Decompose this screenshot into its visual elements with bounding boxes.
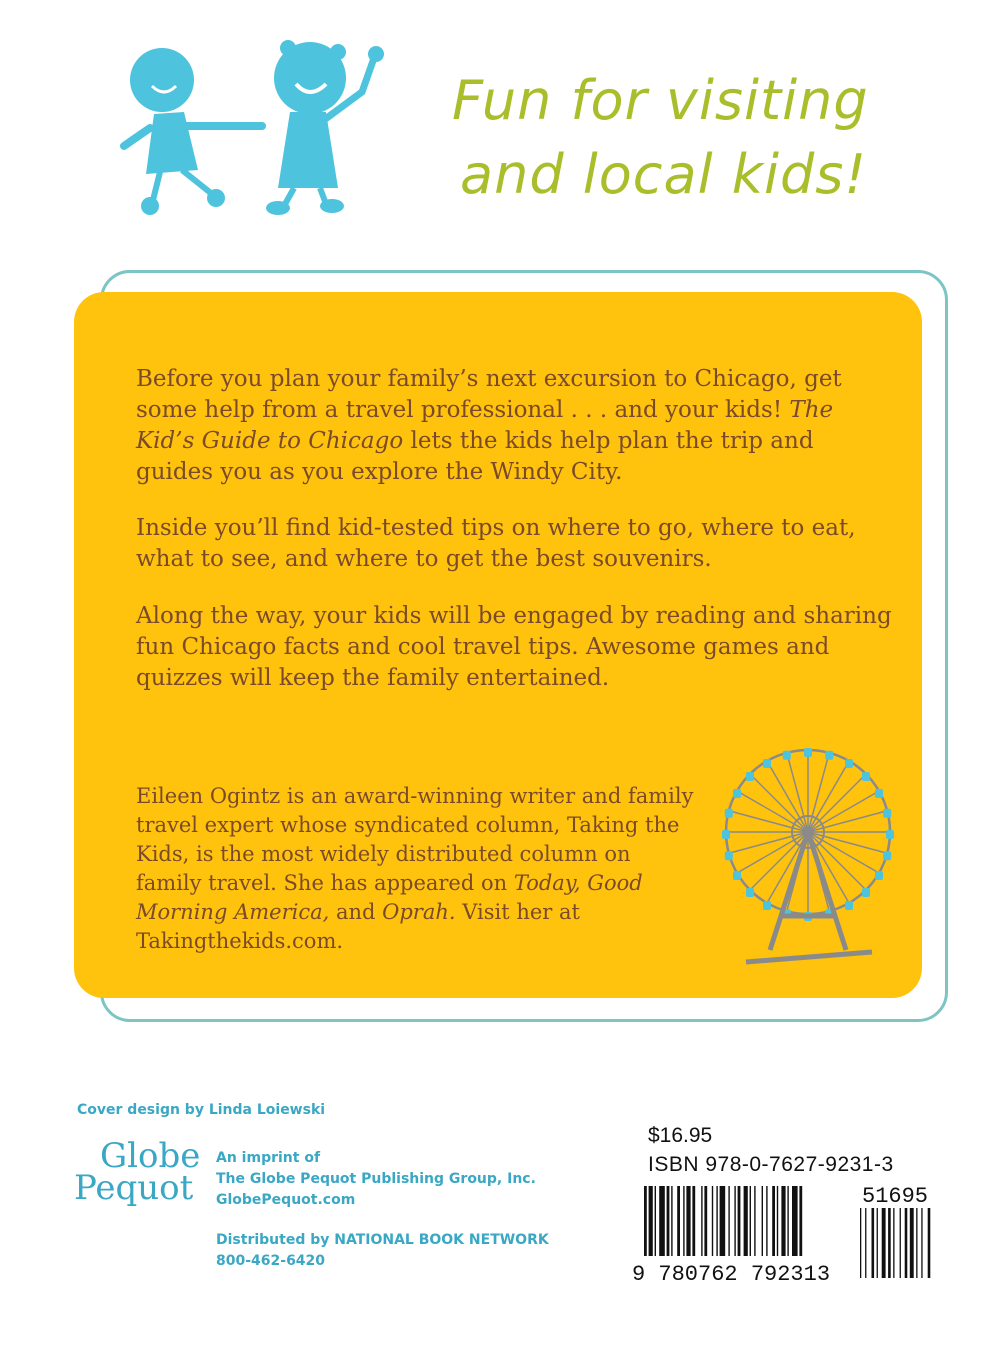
barcode-bar	[649, 1186, 653, 1256]
ferris-car	[825, 751, 833, 760]
barcode-bar	[667, 1186, 670, 1256]
tagline	[452, 64, 972, 212]
barcode-bar	[644, 1186, 647, 1256]
bio-text-3: Visit her at Takingthekids.com.	[136, 900, 580, 953]
ferris-car	[845, 901, 853, 910]
barcode-bar	[744, 1186, 748, 1256]
barcode-bar	[701, 1186, 702, 1256]
imprint-line-2: The Globe Pequot Publishing Group, Inc.	[216, 1171, 536, 1187]
ferris-car	[763, 901, 771, 910]
ferris-car	[725, 809, 733, 818]
p1-text-start: Before you plan your family’s next excursion to Chicago, get some help from a travel professional . . . and your kids!	[136, 366, 842, 423]
barcode-addon-bar	[877, 1208, 878, 1278]
barcode	[628, 1182, 958, 1284]
barcode-addon-bar	[905, 1208, 908, 1278]
bio-show-1: Today, Good Morning America,	[136, 871, 643, 924]
ferris-car	[763, 759, 771, 768]
barcode-addon-bar	[872, 1208, 875, 1278]
barcode-addon-bar	[893, 1208, 894, 1278]
barcode-bar	[734, 1186, 735, 1256]
ferris-car	[783, 751, 791, 760]
description-paragraph-3	[136, 601, 896, 694]
ferris-car	[883, 851, 891, 860]
barcode-bar	[659, 1186, 665, 1256]
barcode-bar	[754, 1186, 755, 1256]
ferris-car	[862, 772, 870, 781]
barcode-bar	[655, 1186, 656, 1256]
ferris-car	[733, 789, 741, 798]
barcode-bar	[762, 1186, 763, 1256]
price-label: $16.95	[648, 1124, 713, 1147]
p3-text: Along the way, your kids will be engaged by reading and sharing fun Chicago facts and cool travel tips. Awesome games and quizzes will keep the family entertained.	[136, 603, 892, 691]
ferris-car	[725, 851, 733, 860]
barcode-addon-bar	[865, 1208, 866, 1278]
barcode-digits: 9 780762 792313	[632, 1262, 831, 1284]
barcode-bar	[716, 1186, 717, 1256]
barcode-bar	[799, 1186, 802, 1256]
p2-text: Inside you’ll find kid-tested tips on where to go, where to eat, what to see, and where to get the best souvenirs.	[136, 515, 856, 572]
publisher-logo-globe: Globe	[100, 1136, 201, 1176]
barcode-addon-bar	[916, 1208, 917, 1278]
ferris-car	[746, 888, 754, 897]
barcode-addon-bar	[910, 1208, 914, 1278]
distributor-phone: 800-462-6420	[216, 1253, 326, 1269]
ferris-car	[886, 830, 894, 839]
publisher-website: GlobePequot.com	[216, 1192, 356, 1208]
ferris-car	[722, 830, 730, 839]
ferris-car	[883, 809, 891, 818]
distributor-line: Distributed by NATIONAL BOOK NETWORK	[216, 1232, 549, 1248]
ferris-car	[862, 888, 870, 897]
barcode-bar	[686, 1186, 690, 1256]
barcode-bar	[671, 1186, 672, 1256]
barcode-addon-digits: 51695	[862, 1184, 929, 1209]
publisher-logo-pequot: Pequot	[74, 1168, 194, 1208]
kids-illustration	[112, 28, 412, 218]
barcode-bar	[728, 1186, 729, 1256]
ferris-car	[746, 772, 754, 781]
ferris-car	[875, 871, 883, 880]
imprint-info	[216, 1148, 536, 1211]
barcode-bar	[704, 1186, 707, 1256]
bio-text-1: Eileen Ogintz is an award-winning writer and family travel expert whose syndicated column, Taking the Kids, is the most widely distributed column on family travel. She has appeared on	[136, 784, 694, 895]
ferris-car	[875, 789, 883, 798]
barcode-addon-bar	[888, 1208, 891, 1278]
isbn-label: ISBN 978-0-7627-9231-3	[648, 1153, 894, 1176]
barcode-addon-bar	[928, 1208, 931, 1278]
tagline-line-2: and local kids!	[460, 143, 868, 206]
barcode-addon-bar	[882, 1208, 886, 1278]
barcode-bar	[766, 1186, 767, 1256]
distributor-info	[216, 1230, 549, 1272]
barcode-addon-bar	[921, 1208, 922, 1278]
barcode-bar	[683, 1186, 684, 1256]
author-bio	[136, 782, 696, 956]
barcode-bar	[781, 1186, 785, 1256]
ferris-car	[804, 748, 812, 757]
barcode-addon-bar	[860, 1208, 861, 1278]
barcode-bar	[738, 1186, 741, 1256]
barcode-bar	[777, 1186, 778, 1256]
barcode-addon-bar	[900, 1208, 901, 1278]
barcode-bar	[677, 1186, 680, 1256]
barcode-bar	[792, 1186, 798, 1256]
barcode-bar	[750, 1186, 751, 1256]
barcode-bar	[692, 1186, 695, 1256]
barcode-bar	[712, 1186, 713, 1256]
book-title: The Kid’s Guide to Chicago	[136, 397, 834, 454]
ferris-car	[733, 871, 741, 880]
description-paragraph-1	[136, 364, 896, 488]
bio-text-2: and	[329, 900, 383, 924]
p1-text-end: lets the kids help plan the trip and guides you as you explore the Windy City.	[136, 428, 814, 485]
barcode-bar	[787, 1186, 788, 1256]
imprint-line-1: An imprint of	[216, 1150, 321, 1166]
ferris-wheel-icon	[712, 736, 904, 972]
barcode-bar	[772, 1186, 775, 1256]
description-paragraph-2	[136, 513, 896, 575]
cover-design-credit: Cover design by Linda Loiewski	[77, 1102, 326, 1118]
ferris-car	[845, 759, 853, 768]
bio-show-2: Oprah.	[382, 900, 456, 924]
barcode-bar	[720, 1186, 726, 1256]
tagline-line-1: Fun for visiting	[452, 69, 869, 132]
